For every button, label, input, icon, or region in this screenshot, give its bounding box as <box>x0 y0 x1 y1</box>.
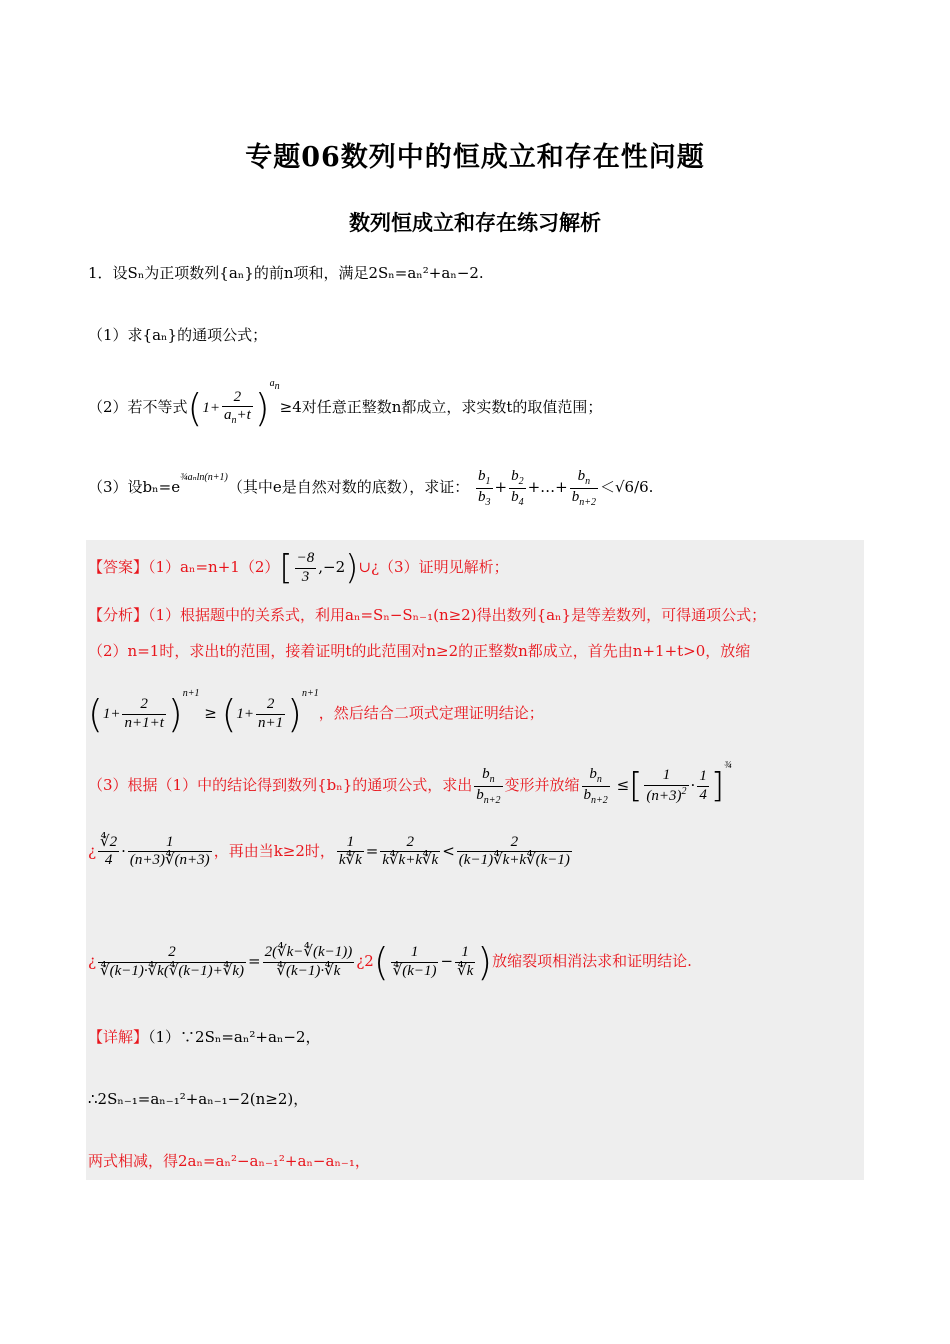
analysis-text6c: 放缩裂项相消法求和证明结论. <box>492 952 692 970</box>
part3-mid: （其中e是自然对数的底数），求证： <box>227 478 470 496</box>
part2-post: ≥4对任意正整数n都成立，求实数t的取值范围； <box>279 398 603 416</box>
page-title: 专题06数列中的恒成立和存在性问题 <box>245 142 705 173</box>
analysis-text4b: 变形并放缩 <box>504 776 580 794</box>
analysis-text5b: ，再由当k≥2时， <box>213 841 335 860</box>
analysis-label: 【分析】 <box>88 606 149 624</box>
analysis-text6a: ¿ <box>88 952 97 970</box>
detail-text1: （1）∵2Sₙ=aₙ²+aₙ−2， <box>148 1028 321 1046</box>
answer-label: 【答案】 <box>88 558 149 576</box>
answer-text2: ∪¿（3）证明见解析； <box>358 558 509 576</box>
detail-line2: ∴2Sₙ₋₁=aₙ₋₁²+aₙ₋₁−2(n≥2)， <box>88 1090 309 1108</box>
detail-label: 【详解】 <box>88 1028 149 1046</box>
problem-part1: （1）求{aₙ}的通项公式； <box>88 326 268 344</box>
analysis-text1: （1）根据题中的关系式，利用aₙ=Sₙ−Sₙ₋₁(n≥2)得出数列{aₙ}是等差数列，可得通项公式； <box>148 606 767 624</box>
problem-intro: 1．设Sₙ为正项数列{aₙ}的前n项和，满足2Sₙ=aₙ²+aₙ−2. <box>88 264 484 282</box>
analysis-text6b: ¿2 <box>356 952 374 970</box>
detail-line3: 两式相减，得2aₙ=aₙ²−aₙ₋₁²+aₙ−aₙ₋₁， <box>88 1152 370 1170</box>
analysis-line1 <box>88 604 766 625</box>
analysis-line2: （2）n=1时，求出t的范围，接着证明t的此范围对n≥2的正整数n都成立，首先由n+1+t>0，放缩 <box>88 642 751 660</box>
answer-line: 【答案】（1）aₙ=n+1（2）[ $\frac{-8}{3}$ ,−2)∪¿（3）证明见解析； <box>88 548 509 588</box>
detail-line1 <box>88 1026 321 1047</box>
analysis-line4: （3）根据（1）中的结论得到数列{bₙ}的通项公式，求出 $\frac{b_n}{b_{n+2}}$ 变形并放缩 $\frac{b_n}{b_{n+2}}$ ≤[ $\frac{1}{(n+3)^2}$ · $\frac{1}{4}$ ]$^{\frac{3}{4}}$ <box>88 760 732 806</box>
analysis-text3: ，然后结合二项式定理证明结论； <box>318 704 544 722</box>
analysis-line3: (1+ $\frac{2}{n+1+t}$ )$^{n+1}$ ≥ (1+ $\frac{2}{n+1}$ )$^{n+1}$，然后结合二项式定理证明结论； <box>88 688 544 736</box>
part3-pre: （3）设bₙ=e <box>88 478 181 496</box>
problem-part2: （2）若不等式(1+ $\frac{2}{a_n+t}$ )$^{a_n}$≥4对任意正整数n都成立，求实数t的取值范围； <box>88 378 603 430</box>
answer-text1: （1）aₙ=n+1（2） <box>148 558 280 576</box>
problem-part3: （3）设$b_n=e^{\frac{3}{4}a_nln(n+1)}$（其中e是自然对数的底数），求证： $\frac{b_1}{b_3}$ + $\frac{b_2}{b_4}$ +…+ $\frac{b_n}{b_{n+2}}$ ＜√6/6. <box>88 468 654 508</box>
analysis-line6: ¿ $\frac{2}{∜(k-1)\cdot∜k(∜(k-1)+∜k)}$ = $\frac{2(∜k-∜(k-1))}{∜(k-1)\cdot∜k}$ ¿2( $\frac{1}{∜(k-1)}$ − $\frac{1}{∜k}$ )放缩裂项相消法求和证明结论. <box>88 940 692 984</box>
part3-post: ＜√6/6. <box>599 478 654 496</box>
analysis-text4: （3）根据（1）中的结论得到数列{bₙ}的通项公式，求出 <box>88 776 473 794</box>
analysis-text5a: ¿ <box>88 841 97 860</box>
part2-pre: （2）若不等式 <box>88 398 188 416</box>
section-subtitle: 数列恒成立和存在练习解析 <box>349 210 601 235</box>
analysis-line5: ¿ $\frac{∜2}{4}$ · $\frac{1}{(n+3)∜(n+3)}$ ，再由当k≥2时， $\frac{1}{k∜k}$ = $\frac{2}{k∜k+k∜k}$ < $\frac{2}{(k-1)∜k+k∜(k-1)}$ <box>88 834 570 869</box>
